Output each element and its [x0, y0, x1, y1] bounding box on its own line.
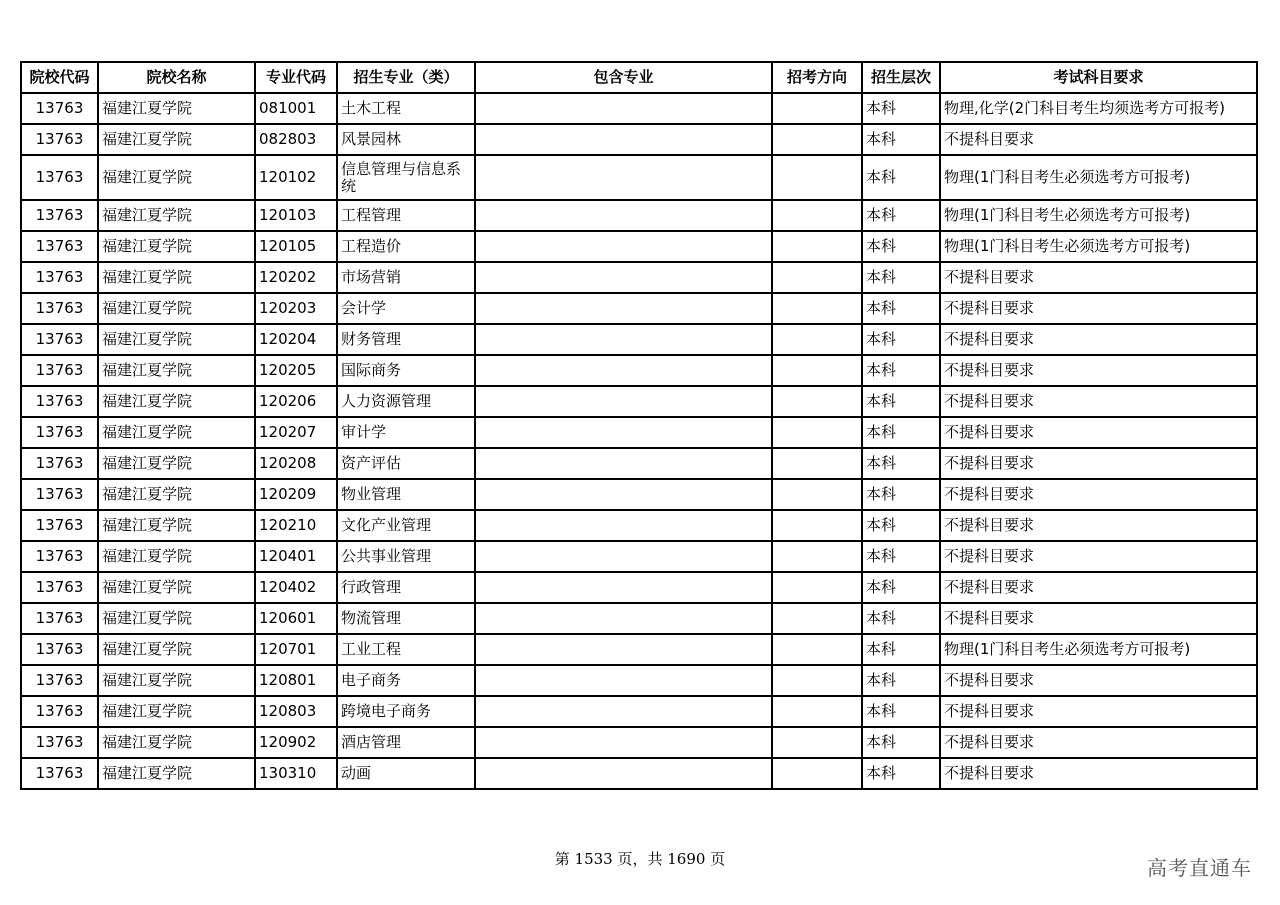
subject-requirement-cell: 不提科目要求: [940, 510, 1257, 541]
school-name-cell: 福建江夏学院: [98, 93, 255, 124]
included-majors-cell: [475, 696, 772, 727]
major-cell: 风景园林: [337, 124, 475, 155]
major-code-cell: 120203: [255, 293, 337, 324]
included-majors-cell: [475, 200, 772, 231]
school-name-cell: 福建江夏学院: [98, 124, 255, 155]
level-cell: 本科: [862, 386, 940, 417]
direction-cell: [772, 510, 862, 541]
major-code-cell: 082803: [255, 124, 337, 155]
table-row: [21, 572, 1257, 603]
school-code-cell: 13763: [21, 324, 98, 355]
major-cell: 人力资源管理: [337, 386, 475, 417]
school-code-cell: 13763: [21, 93, 98, 124]
table-row: [21, 262, 1257, 293]
direction-cell: [772, 696, 862, 727]
level-cell: 本科: [862, 417, 940, 448]
table-row: [21, 758, 1257, 789]
school-code-cell: 13763: [21, 200, 98, 231]
table-row: [21, 124, 1257, 155]
major-code-cell: 081001: [255, 93, 337, 124]
direction-cell: [772, 93, 862, 124]
school-code-cell: 13763: [21, 572, 98, 603]
direction-cell: [772, 231, 862, 262]
included-majors-cell: [475, 510, 772, 541]
school-name-cell: 福建江夏学院: [98, 510, 255, 541]
school-name-cell: 福建江夏学院: [98, 386, 255, 417]
table-row: [21, 293, 1257, 324]
subject-requirement-cell: 不提科目要求: [940, 696, 1257, 727]
direction-cell: [772, 634, 862, 665]
school-code-cell: 13763: [21, 124, 98, 155]
direction-cell: [772, 448, 862, 479]
included-majors-cell: [475, 727, 772, 758]
table-row: [21, 200, 1257, 231]
subject-requirement-cell: 不提科目要求: [940, 479, 1257, 510]
major-code-cell: 120206: [255, 386, 337, 417]
school-code-cell: 13763: [21, 727, 98, 758]
school-code-cell: 13763: [21, 603, 98, 634]
subject-requirement-cell: 不提科目要求: [940, 417, 1257, 448]
header-school-name: 院校名称: [98, 62, 255, 93]
level-cell: 本科: [862, 603, 940, 634]
table-row: [21, 727, 1257, 758]
major-cell: 会计学: [337, 293, 475, 324]
major-code-cell: 120402: [255, 572, 337, 603]
school-name-cell: 福建江夏学院: [98, 200, 255, 231]
direction-cell: [772, 479, 862, 510]
direction-cell: [772, 262, 862, 293]
table-row: [21, 634, 1257, 665]
included-majors-cell: [475, 758, 772, 789]
major-cell: 文化产业管理: [337, 510, 475, 541]
school-code-cell: 13763: [21, 386, 98, 417]
major-code-cell: 130310: [255, 758, 337, 789]
subject-requirement-cell: 物理(1门科目考生必须选考方可报考): [940, 231, 1257, 262]
header-included-majors: 包含专业: [475, 62, 772, 93]
school-name-cell: 福建江夏学院: [98, 479, 255, 510]
included-majors-cell: [475, 541, 772, 572]
school-code-cell: 13763: [21, 696, 98, 727]
level-cell: 本科: [862, 262, 940, 293]
level-cell: 本科: [862, 572, 940, 603]
table-row: [21, 541, 1257, 572]
school-code-cell: 13763: [21, 417, 98, 448]
school-name-cell: 福建江夏学院: [98, 696, 255, 727]
subject-requirement-cell: 不提科目要求: [940, 665, 1257, 696]
table-row: [21, 386, 1257, 417]
header-major-code: 专业代码: [255, 62, 337, 93]
direction-cell: [772, 665, 862, 696]
subject-requirement-cell: 不提科目要求: [940, 727, 1257, 758]
major-cell: 工程管理: [337, 200, 475, 231]
included-majors-cell: [475, 93, 772, 124]
major-cell: 行政管理: [337, 572, 475, 603]
subject-requirement-cell: 不提科目要求: [940, 541, 1257, 572]
table-row: [21, 155, 1257, 200]
table-row: [21, 696, 1257, 727]
school-name-cell: 福建江夏学院: [98, 448, 255, 479]
major-cell: 物业管理: [337, 479, 475, 510]
header-major: 招生专业（类）: [337, 62, 475, 93]
subject-requirement-cell: 物理(1门科目考生必须选考方可报考): [940, 155, 1257, 200]
direction-cell: [772, 417, 862, 448]
level-cell: 本科: [862, 124, 940, 155]
table-row: [21, 417, 1257, 448]
major-code-cell: 120207: [255, 417, 337, 448]
level-cell: 本科: [862, 479, 940, 510]
direction-cell: [772, 355, 862, 386]
level-cell: 本科: [862, 696, 940, 727]
direction-cell: [772, 603, 862, 634]
major-code-cell: 120102: [255, 155, 337, 200]
school-code-cell: 13763: [21, 355, 98, 386]
school-name-cell: 福建江夏学院: [98, 355, 255, 386]
watermark: 高考直通车: [1147, 856, 1252, 880]
level-cell: 本科: [862, 541, 940, 572]
level-cell: 本科: [862, 324, 940, 355]
level-cell: 本科: [862, 293, 940, 324]
level-cell: 本科: [862, 727, 940, 758]
subject-requirement-cell: 物理(1门科目考生必须选考方可报考): [940, 634, 1257, 665]
level-cell: 本科: [862, 155, 940, 200]
major-cell: 酒店管理: [337, 727, 475, 758]
major-cell: 资产评估: [337, 448, 475, 479]
direction-cell: [772, 758, 862, 789]
level-cell: 本科: [862, 510, 940, 541]
included-majors-cell: [475, 603, 772, 634]
major-cell: 审计学: [337, 417, 475, 448]
major-code-cell: 120209: [255, 479, 337, 510]
included-majors-cell: [475, 155, 772, 200]
subject-requirement-cell: 物理(1门科目考生必须选考方可报考): [940, 200, 1257, 231]
major-cell: 土木工程: [337, 93, 475, 124]
table-header-row: [21, 62, 1257, 93]
school-code-cell: 13763: [21, 510, 98, 541]
subject-requirement-cell: 不提科目要求: [940, 355, 1257, 386]
major-code-cell: 120105: [255, 231, 337, 262]
included-majors-cell: [475, 231, 772, 262]
major-code-cell: 120202: [255, 262, 337, 293]
direction-cell: [772, 541, 862, 572]
subject-requirement-cell: 不提科目要求: [940, 262, 1257, 293]
direction-cell: [772, 293, 862, 324]
table-row: [21, 231, 1257, 262]
level-cell: 本科: [862, 634, 940, 665]
major-cell: 物流管理: [337, 603, 475, 634]
subject-requirement-cell: 不提科目要求: [940, 448, 1257, 479]
subject-requirement-cell: 不提科目要求: [940, 293, 1257, 324]
subject-requirement-cell: 不提科目要求: [940, 124, 1257, 155]
major-cell: 工业工程: [337, 634, 475, 665]
major-cell: 公共事业管理: [337, 541, 475, 572]
school-name-cell: 福建江夏学院: [98, 634, 255, 665]
direction-cell: [772, 386, 862, 417]
major-code-cell: 120205: [255, 355, 337, 386]
header-level: 招生层次: [862, 62, 940, 93]
major-cell: 电子商务: [337, 665, 475, 696]
table-row: [21, 355, 1257, 386]
level-cell: 本科: [862, 448, 940, 479]
included-majors-cell: [475, 479, 772, 510]
major-code-cell: 120801: [255, 665, 337, 696]
direction-cell: [772, 727, 862, 758]
level-cell: 本科: [862, 758, 940, 789]
table-row: [21, 665, 1257, 696]
major-code-cell: 120204: [255, 324, 337, 355]
school-code-cell: 13763: [21, 293, 98, 324]
direction-cell: [772, 200, 862, 231]
subject-requirement-cell: 不提科目要求: [940, 324, 1257, 355]
major-code-cell: 120210: [255, 510, 337, 541]
school-name-cell: 福建江夏学院: [98, 231, 255, 262]
subject-requirement-cell: 不提科目要求: [940, 572, 1257, 603]
included-majors-cell: [475, 417, 772, 448]
included-majors-cell: [475, 572, 772, 603]
school-name-cell: 福建江夏学院: [98, 665, 255, 696]
school-code-cell: 13763: [21, 541, 98, 572]
school-name-cell: 福建江夏学院: [98, 603, 255, 634]
subject-requirement-cell: 不提科目要求: [940, 386, 1257, 417]
level-cell: 本科: [862, 93, 940, 124]
school-name-cell: 福建江夏学院: [98, 541, 255, 572]
included-majors-cell: [475, 124, 772, 155]
included-majors-cell: [475, 293, 772, 324]
school-name-cell: 福建江夏学院: [98, 727, 255, 758]
included-majors-cell: [475, 355, 772, 386]
major-code-cell: 120103: [255, 200, 337, 231]
subject-requirement-cell: 物理,化学(2门科目考生均须选考方可报考): [940, 93, 1257, 124]
table-row: [21, 93, 1257, 124]
direction-cell: [772, 324, 862, 355]
header-direction: 招考方向: [772, 62, 862, 93]
school-code-cell: 13763: [21, 155, 98, 200]
school-name-cell: 福建江夏学院: [98, 417, 255, 448]
subject-requirement-cell: 不提科目要求: [940, 758, 1257, 789]
school-name-cell: 福建江夏学院: [98, 324, 255, 355]
major-cell: 信息管理与信息系统: [337, 155, 475, 200]
admissions-table: [20, 61, 1258, 790]
major-code-cell: 120208: [255, 448, 337, 479]
included-majors-cell: [475, 448, 772, 479]
table-row: [21, 448, 1257, 479]
included-majors-cell: [475, 262, 772, 293]
school-name-cell: 福建江夏学院: [98, 572, 255, 603]
major-cell: 动画: [337, 758, 475, 789]
school-code-cell: 13763: [21, 758, 98, 789]
school-name-cell: 福建江夏学院: [98, 758, 255, 789]
table-row: [21, 479, 1257, 510]
major-cell: 跨境电子商务: [337, 696, 475, 727]
page-number: 第 1533 页，共 1690 页: [554, 850, 726, 868]
level-cell: 本科: [862, 665, 940, 696]
school-code-cell: 13763: [21, 231, 98, 262]
table-row: [21, 510, 1257, 541]
school-code-cell: 13763: [21, 479, 98, 510]
included-majors-cell: [475, 386, 772, 417]
included-majors-cell: [475, 324, 772, 355]
major-code-cell: 120601: [255, 603, 337, 634]
header-school-code: 院校代码: [21, 62, 98, 93]
major-code-cell: 120803: [255, 696, 337, 727]
direction-cell: [772, 572, 862, 603]
direction-cell: [772, 124, 862, 155]
major-cell: 国际商务: [337, 355, 475, 386]
level-cell: 本科: [862, 231, 940, 262]
included-majors-cell: [475, 634, 772, 665]
major-cell: 市场营销: [337, 262, 475, 293]
school-name-cell: 福建江夏学院: [98, 293, 255, 324]
major-cell: 财务管理: [337, 324, 475, 355]
major-code-cell: 120902: [255, 727, 337, 758]
major-cell: 工程造价: [337, 231, 475, 262]
level-cell: 本科: [862, 200, 940, 231]
level-cell: 本科: [862, 355, 940, 386]
included-majors-cell: [475, 665, 772, 696]
table-row: [21, 324, 1257, 355]
school-name-cell: 福建江夏学院: [98, 155, 255, 200]
school-code-cell: 13763: [21, 448, 98, 479]
table-body: [21, 93, 1257, 789]
school-code-cell: 13763: [21, 634, 98, 665]
major-code-cell: 120401: [255, 541, 337, 572]
subject-requirement-cell: 不提科目要求: [940, 603, 1257, 634]
header-subject-requirement: 考试科目要求: [940, 62, 1257, 93]
school-name-cell: 福建江夏学院: [98, 262, 255, 293]
direction-cell: [772, 155, 862, 200]
table-row: [21, 603, 1257, 634]
school-code-cell: 13763: [21, 665, 98, 696]
school-code-cell: 13763: [21, 262, 98, 293]
major-code-cell: 120701: [255, 634, 337, 665]
